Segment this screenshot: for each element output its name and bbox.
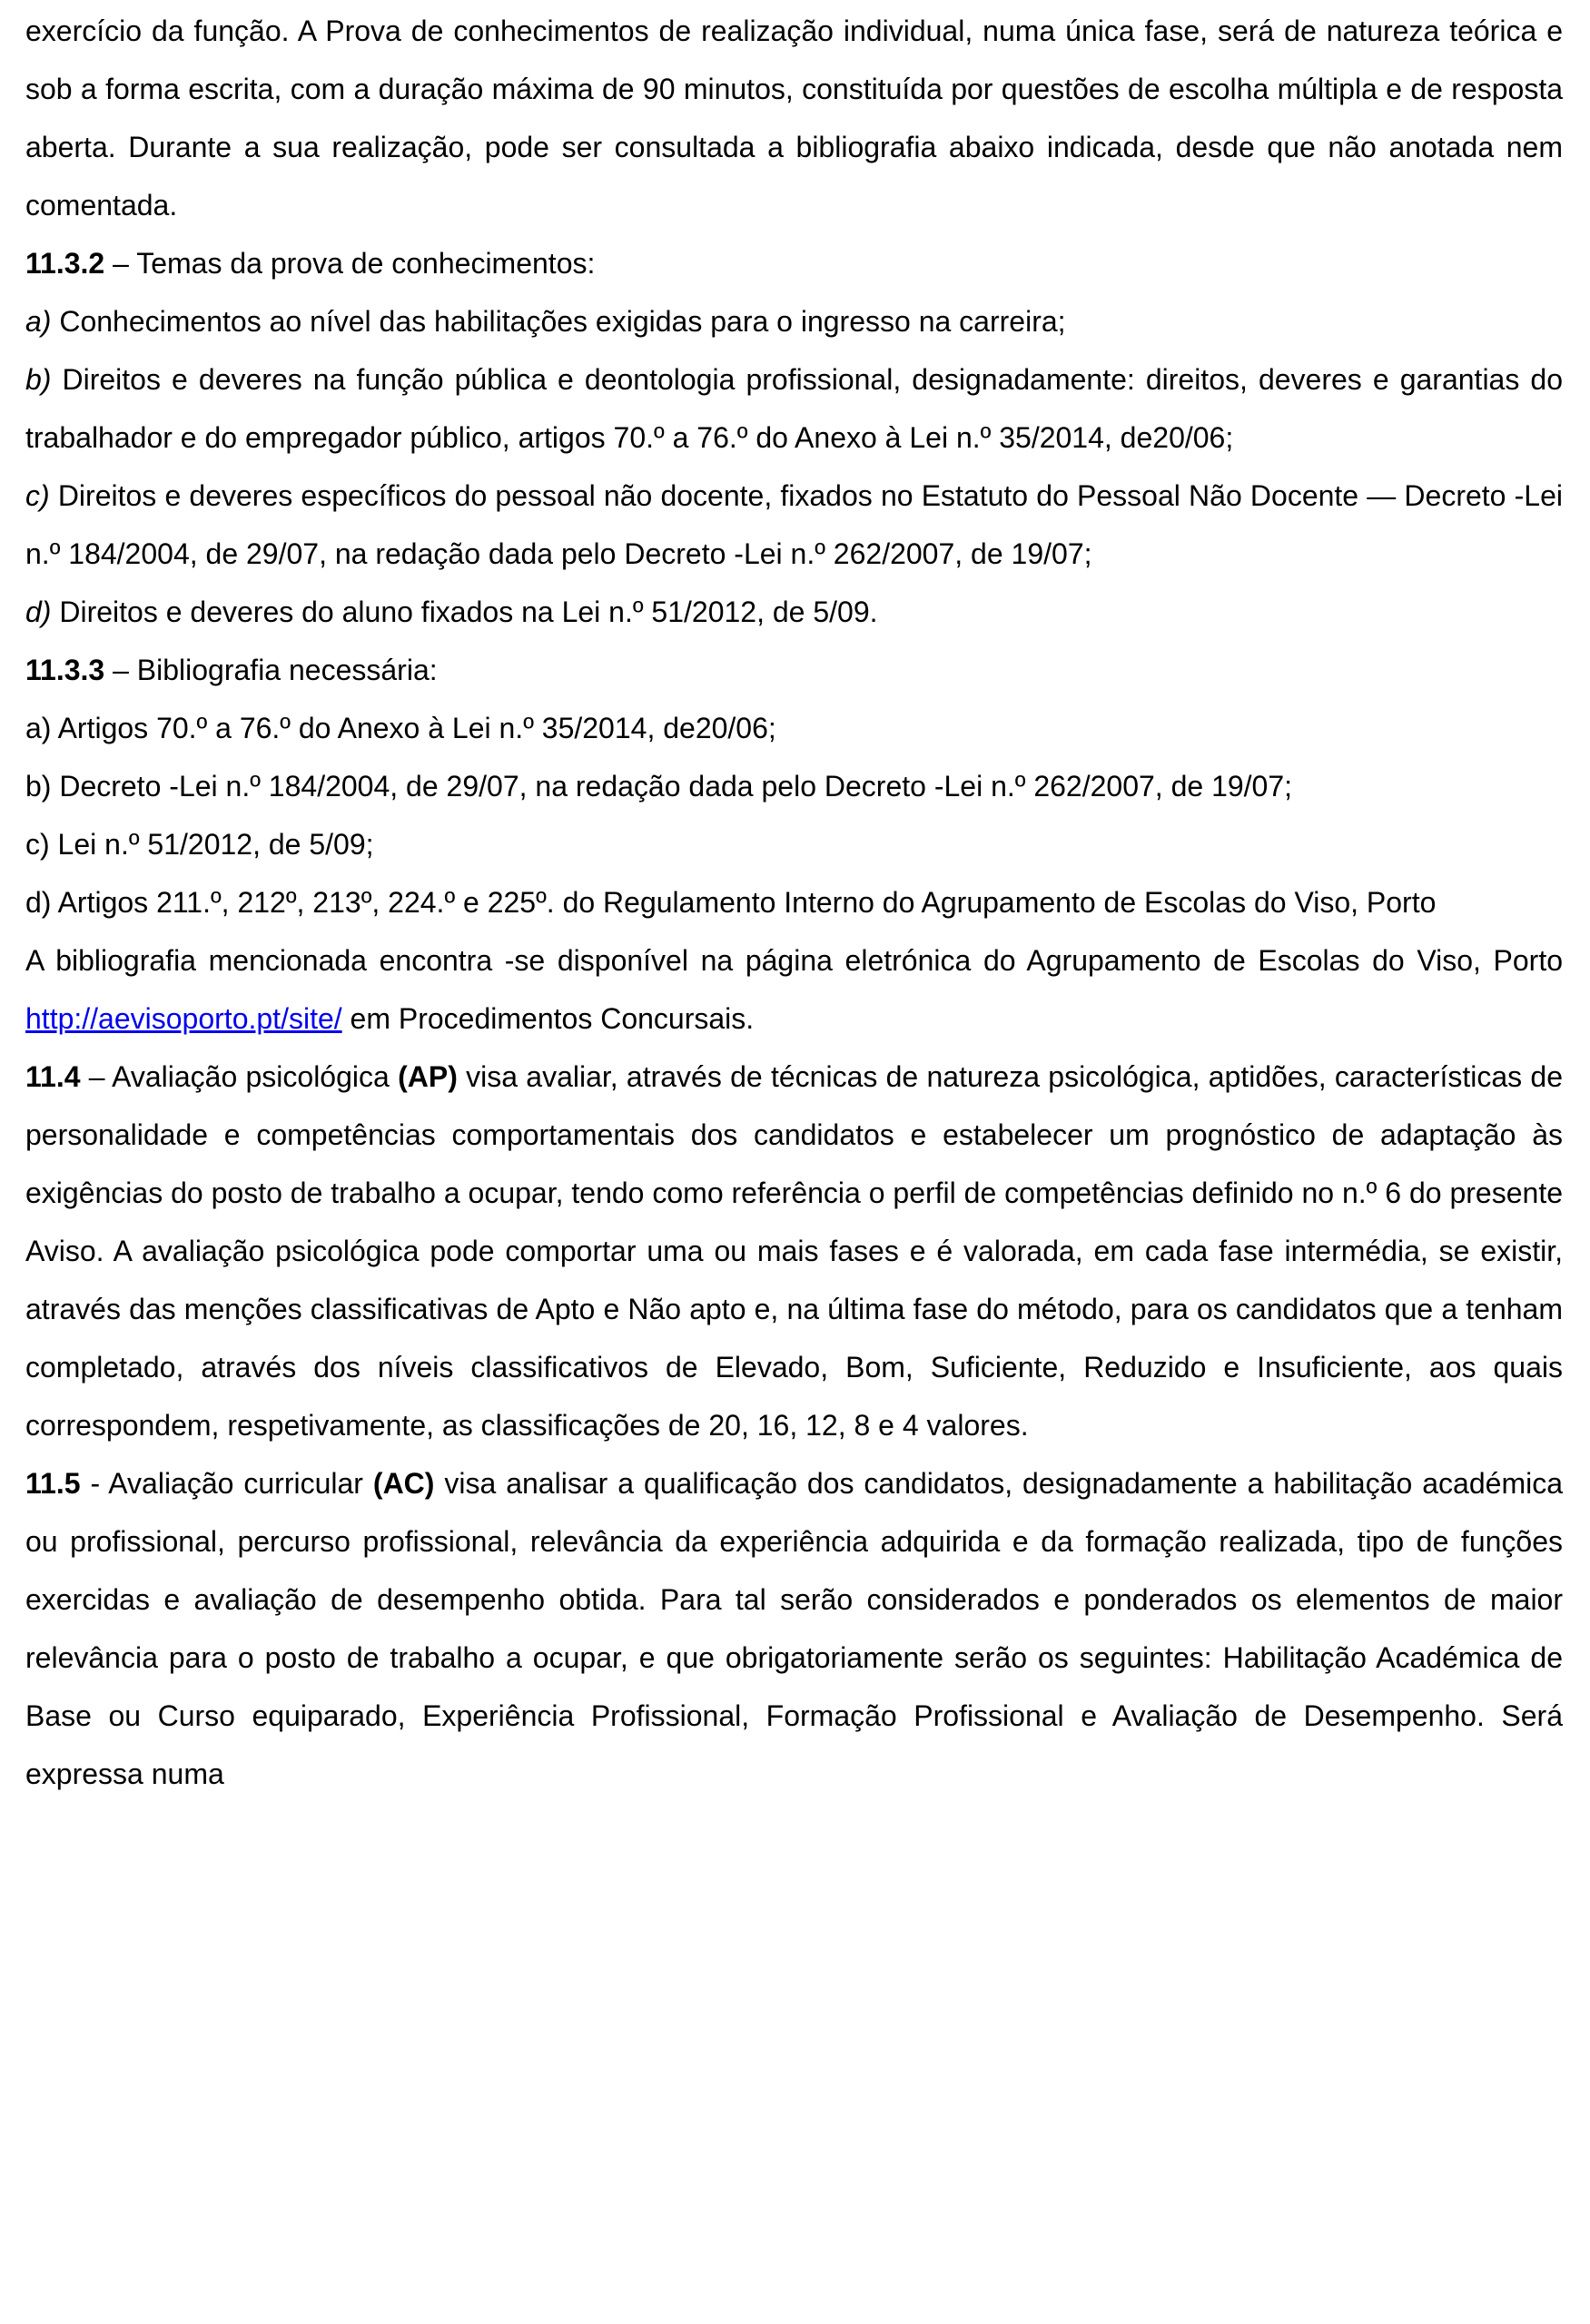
paragraph-11-5-body: visa analisar a qualificação dos candidatos, designadamente a habilitação académica ou profissional, percurso profissional, relevância da experiência adquirida e da formação realizada, tipo de funções exercidas e avaliação de desempenho obtida. Para tal serão considerados e ponderados os elementos de maior relevância para o posto de trabalho a ocupar, e que obrigatoriamente serão os seguintes: Habilitação Académica de Base ou Curso equiparado, Experiência Profissional, Formação Profissional e Avaliação de Desempenho. Será expressa numa (25, 1467, 1564, 1790)
paragraph-11-5-lead: - Avaliação curricular (80, 1467, 373, 1500)
list-item-11-3-2-c (25, 467, 1563, 583)
list-item-11-3-2-d (25, 583, 1563, 641)
heading-11-3-3-text: – Bibliografia necessária: (104, 654, 438, 686)
item-text-b: Direitos e deveres na função pública e deontologia profissional, designadamente: direitos, deveres e garantias do trabalhador e do empregador público, artigos 70.º a 76.º do Anexo à Lei n.º 35/2014, de20/06; (25, 363, 1563, 454)
aevisoporto-link[interactable]: http://aevisoporto.pt/site/ (25, 1002, 342, 1035)
item-marker-c: c) (25, 479, 50, 512)
paragraph-11-5 (25, 1454, 1563, 1803)
biblio-note-before-link: A bibliografia mencionada encontra -se disponível na página eletrónica do Agrupamento de Escolas do Viso, Porto (25, 944, 1563, 977)
biblio-item-d: d) Artigos 211.º, 212º, 213º, 224.º e 225º. do Regulamento Interno do Agrupamento de Escolas do Viso, Porto (25, 886, 1437, 919)
paragraph-11-4-body: visa avaliar, através de técnicas de natureza psicológica, aptidões, características de personalidade e competências comportamentais dos candidatos e estabelecer um prognóstico de adaptação às exigências do posto de trabalho a ocupar, tendo como referência o perfil de competências definido no n.º 6 do presente Aviso. A avaliação psicológica pode comportar uma ou mais fases e é valorada, em cada fase intermédia, se existir, através das menções classificativas de Apto e Não apto e, na última fase do método, para os candidatos que a tenham completado, através dos níveis classificativos de Elevado, Bom, Suficiente, Reduzido e Insuficiente, aos quais correspondem, respetivamente, as classificações de 20, 16, 12, 8 e 4 valores. (25, 1060, 1564, 1442)
item-marker-b: b) (25, 363, 52, 396)
list-item-11-3-2-a (25, 292, 1563, 350)
section-number-11-4: 11.4 (25, 1060, 81, 1093)
item-marker-d: d) (25, 596, 52, 628)
heading-11-3-3 (25, 641, 1563, 699)
abbrev-ac: (AC) (372, 1467, 435, 1500)
item-text-c: Direitos e deveres específicos do pessoal não docente, fixados no Estatuto do Pessoal Não Docente — Decreto -Lei n.º 184/2004, de 29/07, na redação dada pelo Decreto -Lei n.º 262/2007, de 19/07; (25, 479, 1563, 570)
abbrev-ap: (AP) (398, 1060, 458, 1093)
section-number-11-3-2: 11.3.2 (25, 247, 105, 280)
heading-11-3-2 (25, 234, 1563, 292)
paragraph-intro: exercício da função. A Prova de conhecimentos de realização individual, numa única fase, será de natureza teórica e sob a forma escrita, com a duração máxima de 90 minutos, constituída por questões de escolha múltipla e de resposta aberta. Durante a sua realização, pode ser consultada a bibliografia abaixo indicada, desde que não anotada nem comentada. (25, 15, 1563, 222)
item-text-d: Direitos e deveres do aluno fixados na Lei n.º 51/2012, de 5/09. (51, 596, 878, 628)
paragraph-11-4-lead: – Avaliação psicológica (80, 1060, 399, 1093)
list-item-11-3-2-b (25, 350, 1563, 467)
item-text-a: Conhecimentos ao nível das habilitações exigidas para o ingresso na carreira; (51, 305, 1066, 338)
biblio-item-b: b) Decreto -Lei n.º 184/2004, de 29/07, na redação dada pelo Decreto -Lei n.º 262/2007, de 19/07; (25, 770, 1293, 803)
section-number-11-5: 11.5 (25, 1467, 81, 1500)
paragraph-11-4 (25, 1048, 1563, 1454)
biblio-item-a: a) Artigos 70.º a 76.º do Anexo à Lei n.º 35/2014, de20/06; (25, 712, 776, 744)
section-number-11-3-3: 11.3.3 (25, 654, 105, 686)
item-marker-a: a) (25, 305, 52, 338)
paragraph-bibliography-note (25, 931, 1563, 1048)
biblio-note-after-link: em Procedimentos Concursais. (341, 1002, 755, 1035)
heading-11-3-2-text: – Temas da prova de conhecimentos: (104, 247, 596, 280)
biblio-item-c: c) Lei n.º 51/2012, de 5/09; (25, 828, 374, 861)
